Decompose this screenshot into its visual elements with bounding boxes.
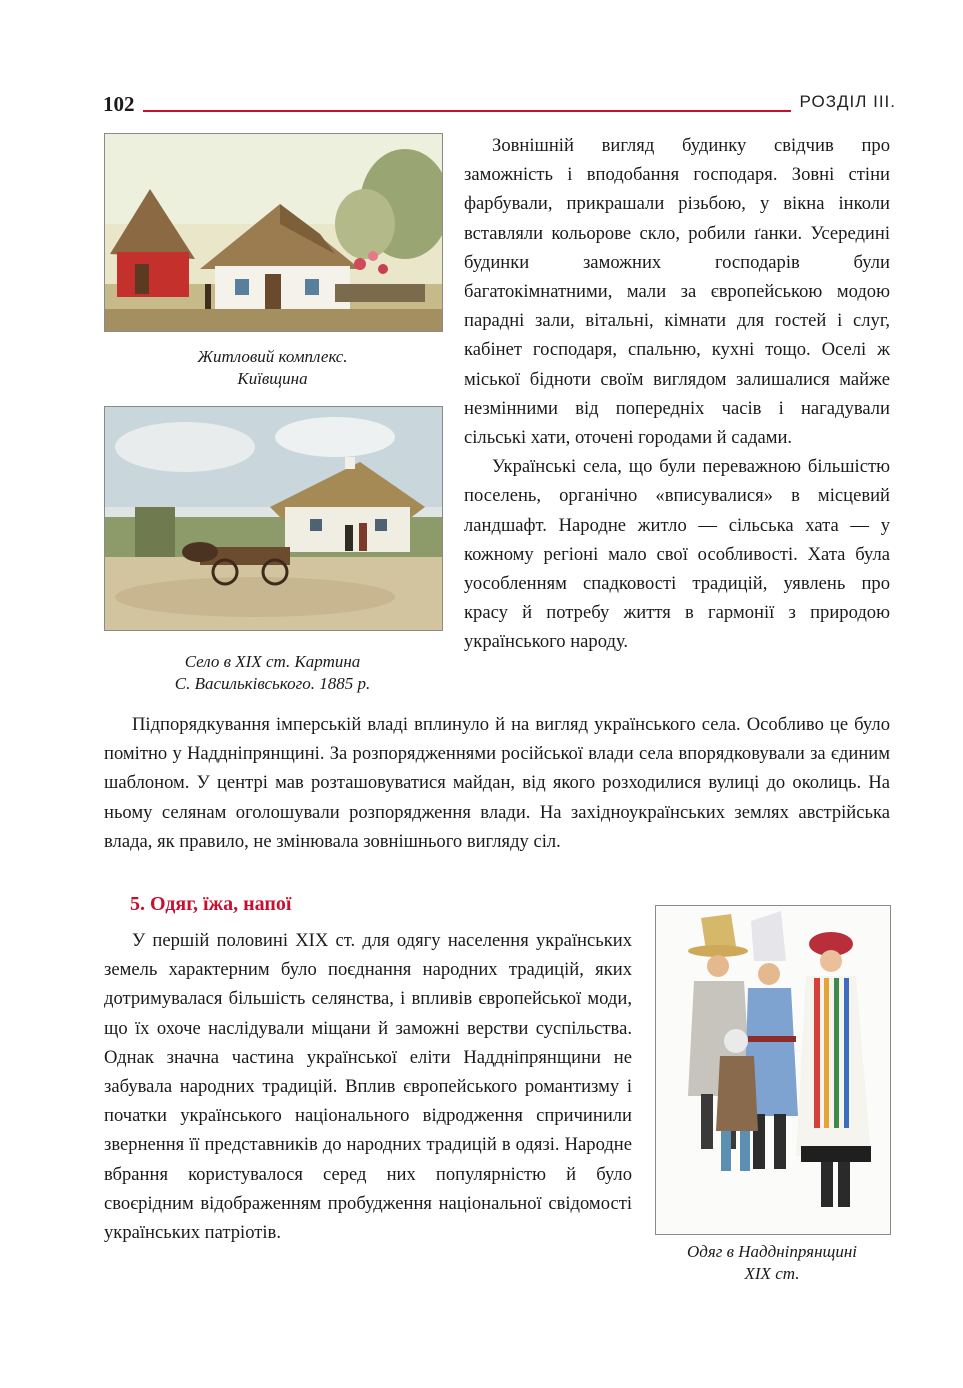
- paragraph: Українські села, що були переважною більшістю поселень, органічно «вписувалися» в місцевий ландшафт. Народне житло — сільська хата — у кожному регіоні мало свої особливості. Хата була уособленням спадковості традицій, уявлень про красу й потребу життя в гармонії з природою українського народу.: [464, 456, 890, 653]
- caption-line: ХІХ ст.: [744, 1264, 800, 1283]
- section-heading: 5. Одяг, їжа, напої: [130, 893, 292, 915]
- figure-house-complex: [104, 133, 443, 332]
- paragraph: Зовнішній вигляд будинку свідчив про заможність і вподобання господаря. Зовні стіни фарбували, прикрашали різьбою, у вікна інколи вставляли кольорове скло, робили ґанки. Усередині будинки заможних господарів були багатокімнатними, мали за європейською модою парадні зали, вітальні, кімнати для гостей і слуг, кабінет господаря, спальню, кухні тощо. Оселі ж міської бідноти своїм виглядом залишалися майже незмінними від попередніх часів і нагадували сільські хати, оточені городами й садами.: [464, 135, 890, 449]
- caption-line: Одяг в Наддніпрянщині: [686, 1242, 858, 1261]
- figure-house-complex-caption: [104, 346, 441, 390]
- village-painting: [105, 407, 442, 630]
- figure-village-painting: [104, 406, 443, 631]
- house-complex-painting: [105, 134, 442, 331]
- clothing-illustration: [656, 906, 890, 1234]
- figure-village-painting-caption: [104, 651, 441, 695]
- page-number: 102: [103, 92, 135, 116]
- caption-line: Село в ХІХ ст. Картина: [184, 652, 361, 671]
- caption-line: С. Васильківського. 1885 р.: [174, 674, 371, 693]
- full-width-text: [104, 710, 890, 856]
- section-label: РОЗДІЛ ІІІ.: [799, 92, 896, 111]
- figure-clothing-caption: [655, 1241, 889, 1285]
- caption-line: Київщина: [237, 369, 308, 388]
- header-rule: [143, 110, 791, 112]
- paragraph: Підпорядкування імперській владі вплинуло й на вигляд українського села. Особливо це було помітно у Наддніпрянщині. За розпорядженнями російської влади села впорядковували за єдиним шаблоном. У центрі мав розташовуватися майдан, від якого розходилися вулиці до околиць. На ньому селянам оголошували розпорядження влади. На західноукраїнських землях австрійська влада, як правило, не змінювала зовнішнього вигляду сіл.: [104, 714, 890, 852]
- paragraph: У першій половині ХІХ ст. для одягу населення українських земель характерним було поєднання народних традицій, яких дотримувалася більшість селянства, і впливів європейської моди, що їх охоче наслідували міщани й заможні верстви суспільства. Однак значна частина української еліти Наддніпрянщини не забувала народних традицій. Вплив європейського романтизму і початки українського національного відродження спричинили звернення її представників до народних традицій в одязі. Народне вбрання користувалося серед них популярністю й було своєрідним відображенням пробудження національної свідомості українських патріотів.: [104, 930, 632, 1244]
- page-header: [103, 92, 896, 122]
- figure-clothing: [655, 905, 891, 1235]
- right-column-text: [464, 131, 890, 657]
- section5-text: [104, 926, 632, 1247]
- caption-line: Житловий комплекс.: [197, 347, 348, 366]
